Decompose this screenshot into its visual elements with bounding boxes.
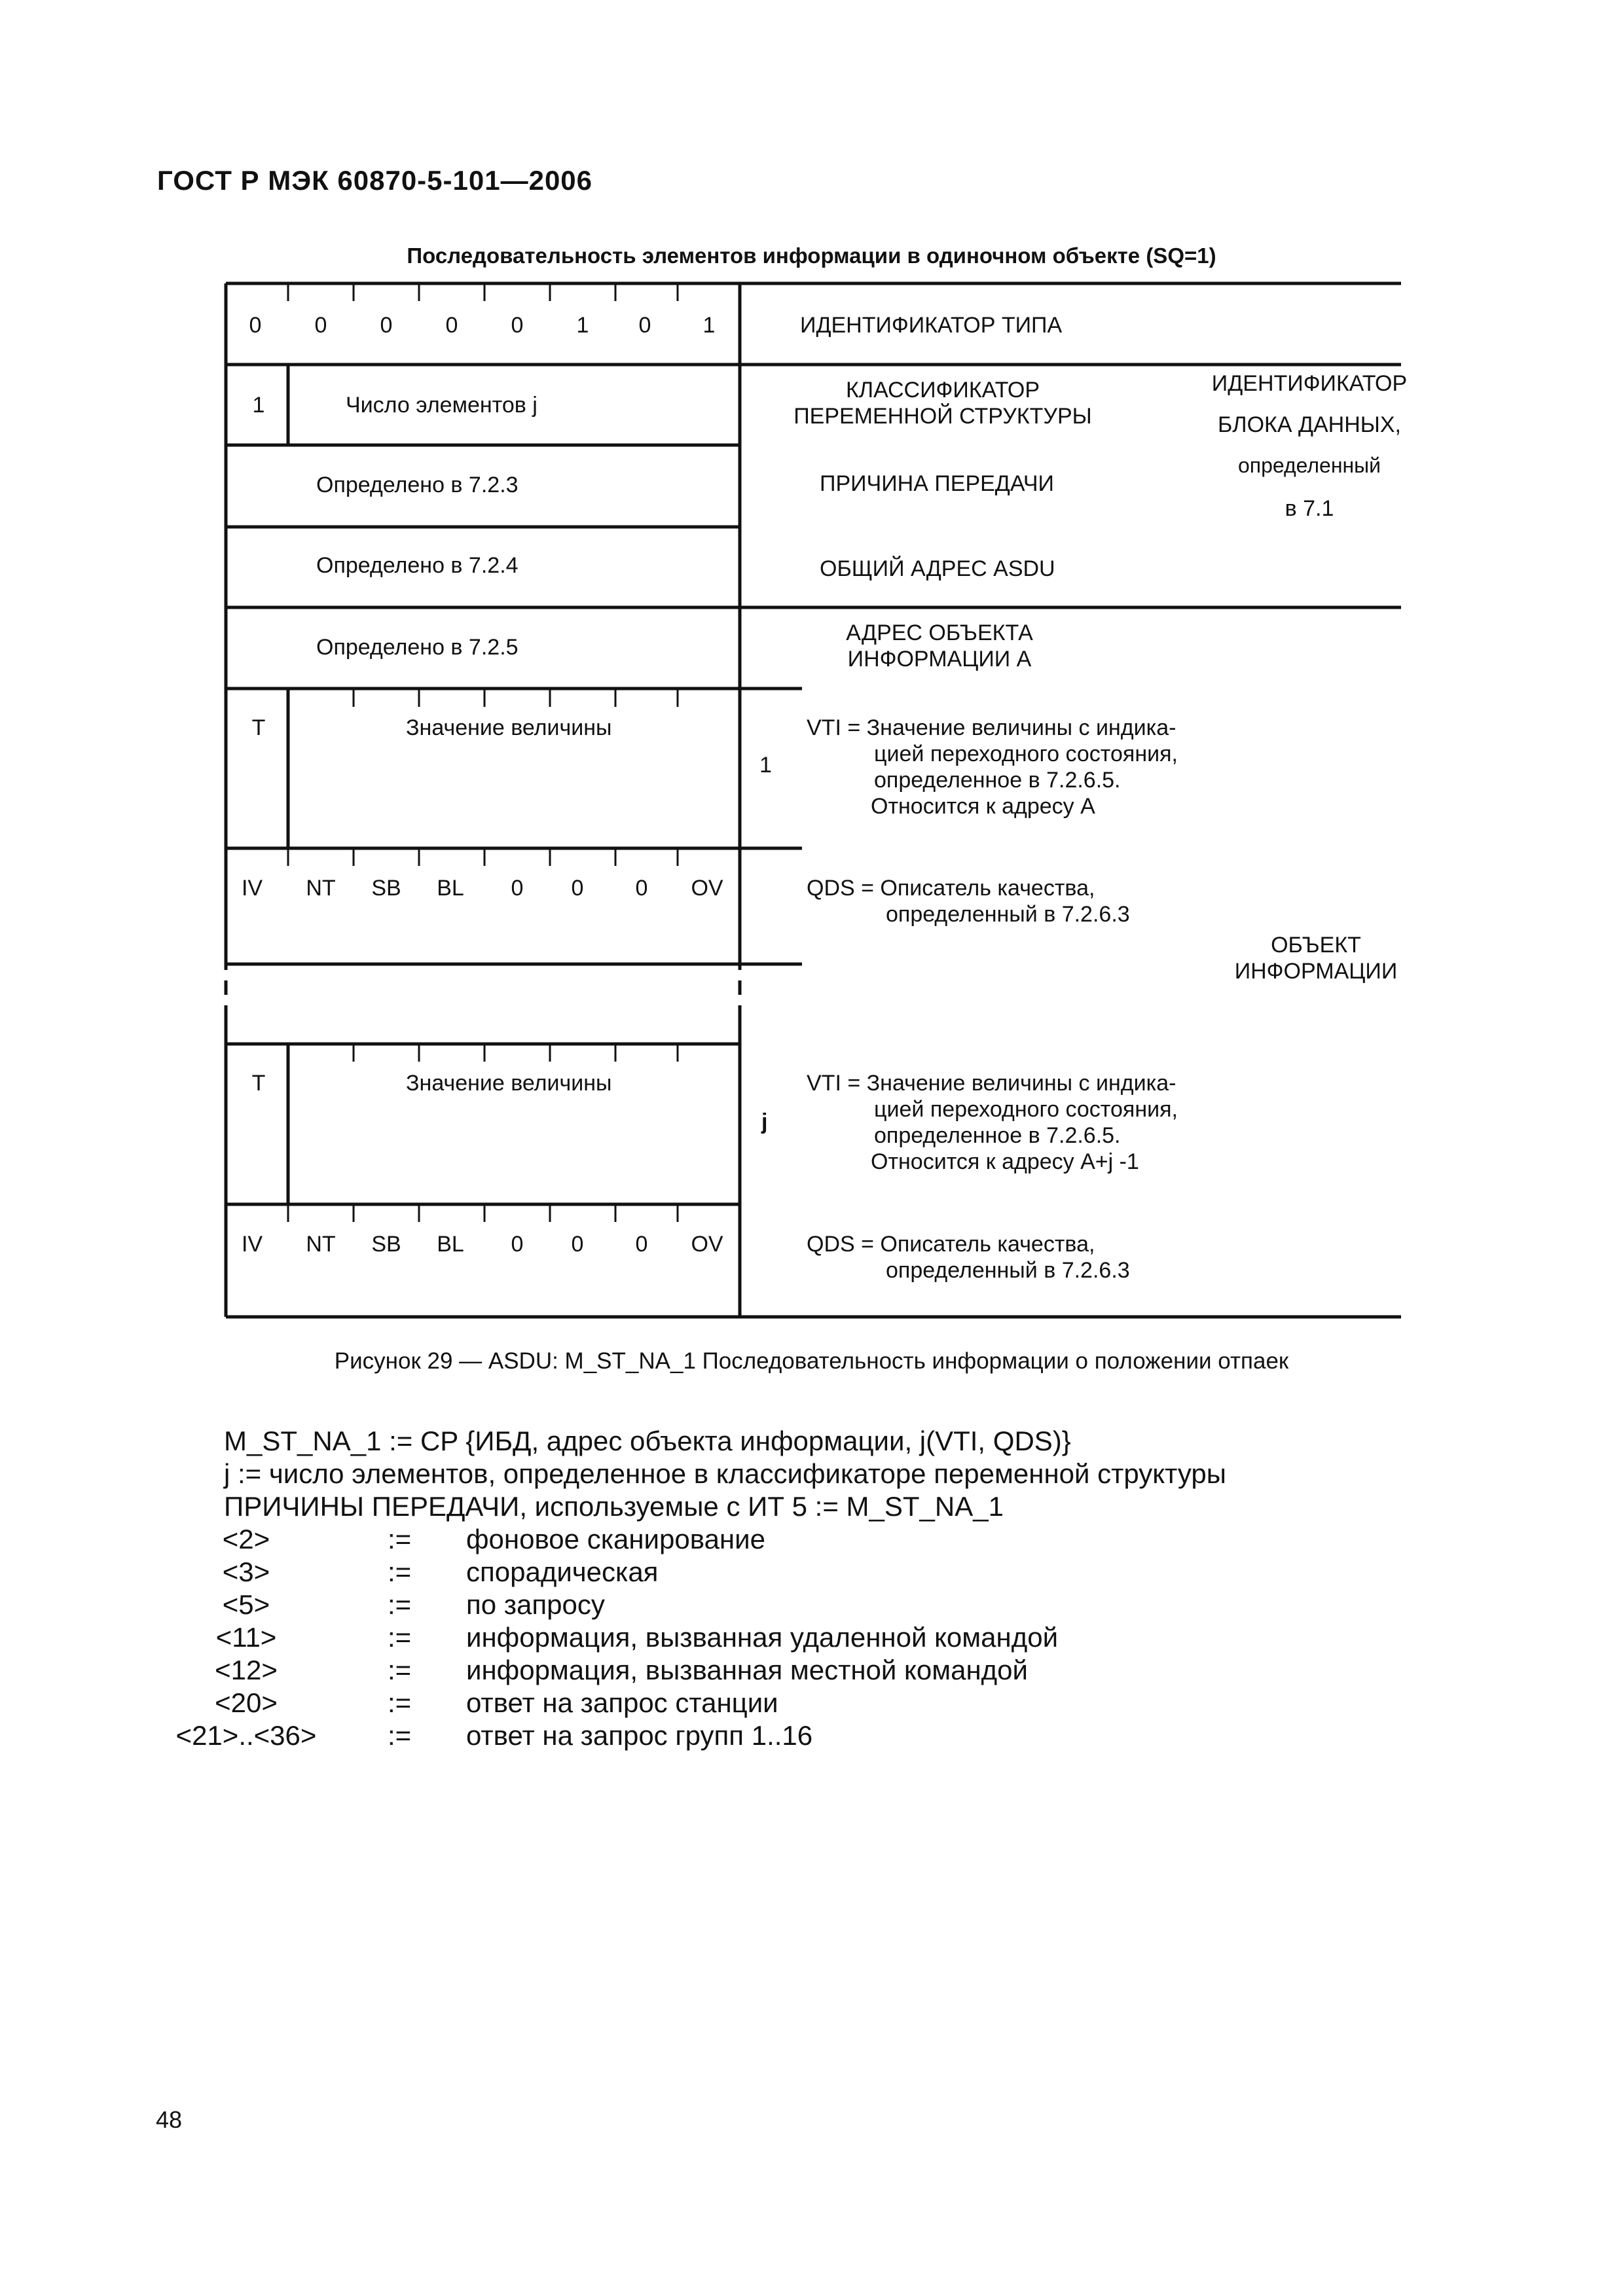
- qdsj-bit-ov: OV: [691, 1232, 723, 1257]
- label-dui-1: ИДЕНТИФИКАТОР: [1211, 371, 1408, 396]
- label-dui-4: в 7.1: [1285, 496, 1334, 521]
- cause-text: ответ на запрос станции: [466, 1687, 778, 1718]
- vtij-transient-bit: T: [251, 1071, 266, 1096]
- type-bit-7: 0: [638, 313, 651, 338]
- label-cot: ПРИЧИНА ПЕРЕДАЧИ: [820, 471, 1054, 496]
- vti1-transient-bit: T: [251, 715, 266, 740]
- page-number: 48: [156, 2106, 183, 2133]
- vtij-desc-2: цией переходного состояния,: [874, 1097, 1178, 1122]
- vti1-desc-2: цией переходного состояния,: [874, 742, 1178, 766]
- qds1-bit-7: 0: [635, 876, 648, 901]
- index-1: 1: [759, 753, 772, 778]
- qds1-bit-5: 0: [511, 876, 524, 901]
- vtij-desc-4: Относится к адресу А+j -1: [871, 1149, 1139, 1174]
- label-object-2: ИНФОРМАЦИИ: [1234, 959, 1398, 984]
- qds1-bit-6: 0: [571, 876, 584, 901]
- qdsj-bit-5: 0: [511, 1232, 524, 1257]
- vtij-desc-1: VTI = Значение величины с индика-: [807, 1071, 1176, 1096]
- type-bit-3: 0: [380, 313, 393, 338]
- vti1-desc-4: Относится к адресу А: [871, 794, 1095, 819]
- qdsj-desc-1: QDS = Описатель качества,: [807, 1232, 1095, 1257]
- cause-code: <21>..<36>: [175, 1720, 317, 1751]
- definition-line-1: M_ST_NA_1 := CP {ИБД, адрес объекта информации, j(VTI, QDS)}: [224, 1426, 1071, 1456]
- cause-text: информация, вызванная удаленной командой: [466, 1622, 1059, 1653]
- type-bit-6: 1: [576, 313, 589, 338]
- qds1-bit-bl: BL: [437, 876, 464, 901]
- asdu-address-field: Определено в 7.2.4: [316, 553, 519, 578]
- definition-line-3: ПРИЧИНЫ ПЕРЕДАЧИ, используемые с ИТ 5 := M_ST_NA_1: [224, 1491, 1004, 1522]
- qds1-bit-nt: NT: [306, 876, 336, 901]
- cause-op: :=: [388, 1524, 412, 1554]
- label-ioa-1: АДРЕС ОБЪЕКТА: [846, 620, 1033, 645]
- cause-text: по запросу: [466, 1589, 605, 1620]
- type-bit-8: 1: [702, 313, 716, 338]
- qdsj-bit-6: 0: [571, 1232, 584, 1257]
- count-label: Число элементов j: [346, 393, 538, 418]
- qds1-desc-1: QDS = Описатель качества,: [807, 876, 1095, 901]
- document-header: ГОСТ Р МЭК 60870-5-101—2006: [157, 165, 593, 196]
- count-msb-bit: 1: [252, 393, 265, 418]
- qdsj-desc-2: определенный в 7.2.6.3: [886, 1258, 1130, 1283]
- qds1-bit-iv: IV: [241, 876, 263, 901]
- cause-code: <12>: [215, 1655, 278, 1685]
- definition-line-2: j := число элементов, определенное в классификаторе переменной структуры: [224, 1458, 1226, 1489]
- qds1-bit-sb: SB: [371, 876, 401, 901]
- vti1-value: Значение величины: [406, 715, 612, 740]
- qdsj-bit-sb: SB: [371, 1232, 401, 1257]
- ioa-field: Определено в 7.2.5: [316, 635, 519, 660]
- index-j: j: [761, 1109, 768, 1134]
- label-asdu-address: ОБЩИЙ АДРЕС ASDU: [820, 556, 1055, 581]
- cot-field: Определено в 7.2.3: [316, 473, 519, 497]
- figure-caption: Рисунок 29 — ASDU: M_ST_NA_1 Последовательность информации о положении отпаек: [334, 1348, 1289, 1374]
- cause-text: ответ на запрос групп 1..16: [466, 1720, 813, 1751]
- type-bit-1: 0: [249, 313, 262, 338]
- cause-op: :=: [388, 1556, 412, 1587]
- label-type-id: ИДЕНТИФИКАТОР ТИПА: [800, 313, 1063, 338]
- cause-code: <20>: [215, 1687, 278, 1718]
- qdsj-bit-bl: BL: [437, 1232, 464, 1257]
- label-vsq-2: ПЕРЕМЕННОЙ СТРУКТУРЫ: [793, 404, 1092, 429]
- vtij-desc-3: определенное в 7.2.6.5.: [874, 1123, 1121, 1148]
- qdsj-bit-7: 0: [635, 1232, 648, 1257]
- qdsj-bit-nt: NT: [306, 1232, 336, 1257]
- vti1-desc-3: определенное в 7.2.6.5.: [874, 768, 1121, 793]
- qdsj-bit-iv: IV: [241, 1232, 263, 1257]
- type-bit-5: 0: [511, 313, 524, 338]
- cause-code: <2>: [222, 1524, 270, 1554]
- cause-op: :=: [388, 1720, 412, 1751]
- cause-code: <11>: [215, 1622, 277, 1653]
- type-bit-2: 0: [314, 313, 327, 338]
- label-object-1: ОБЪЕКТ: [1271, 933, 1361, 958]
- label-vsq-1: КЛАССИФИКАТОР: [845, 378, 1040, 403]
- cause-op: :=: [388, 1687, 412, 1718]
- label-dui-3: определенный: [1237, 454, 1381, 477]
- label-ioa-2: ИНФОРМАЦИИ А: [847, 647, 1032, 672]
- vtij-value: Значение величины: [406, 1071, 612, 1096]
- qds1-desc-2: определенный в 7.2.6.3: [886, 902, 1130, 927]
- cause-op: :=: [388, 1622, 412, 1653]
- type-bit-4: 0: [445, 313, 458, 338]
- label-dui-2: БЛОКА ДАННЫХ,: [1217, 412, 1402, 437]
- cause-code: <5>: [222, 1589, 270, 1620]
- cause-text: фоновое сканирование: [466, 1524, 765, 1554]
- cause-code: <3>: [222, 1556, 270, 1587]
- figure-title: Последовательность элементов информации в одиночном объекте (SQ=1): [407, 243, 1216, 268]
- vti1-desc-1: VTI = Значение величины с индика-: [807, 715, 1176, 740]
- cause-op: :=: [388, 1655, 412, 1685]
- cause-text: информация, вызванная местной командой: [466, 1655, 1028, 1685]
- cause-text: спорадическая: [466, 1556, 659, 1587]
- cause-op: :=: [388, 1589, 412, 1620]
- qds1-bit-ov: OV: [691, 876, 723, 901]
